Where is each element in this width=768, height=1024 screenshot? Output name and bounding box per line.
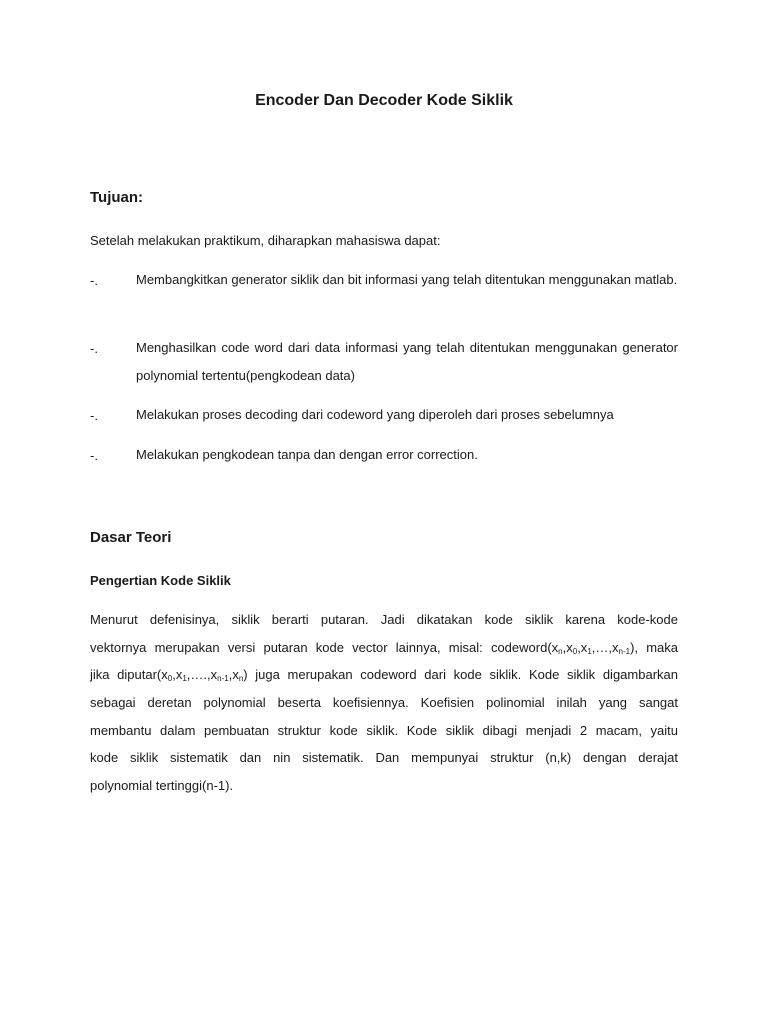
list-marker: -. <box>90 341 98 356</box>
list-item-text: Menghasilkan code word dari data informasi yang telah ditentukan menggunakan generator polynomial tertentu(pengkodean data) <box>136 340 678 383</box>
paragraph-line: jika $diputar(x_0,x_1,\dots.,x_{n-1},x_n)$ juga merupakan codeword dari kode siklik. Kode siklik digambarkan <box>90 667 678 684</box>
paragraph-line: vektornya merupakan versi putaran kode vector lainnya, misal: $codeword(x_n,x_0,x_1,\dots,x_{n-1})$, maka <box>90 639 679 656</box>
dasar-teori-heading: Dasar Teori <box>90 529 172 546</box>
paragraph-line: kode siklik sistematik dan nin sistematik. Dan mempunyai struktur (n,k) dengan derajat <box>90 750 678 766</box>
list-item-text: Melakukan pengkodean tanpa dan dengan error correction. <box>136 447 478 462</box>
list-marker: -. <box>90 448 98 463</box>
list-item-text: Melakukan proses decoding dari codeword yang diperoleh dari proses sebelumnya <box>136 407 614 422</box>
tujuan-heading: Tujuan: <box>90 189 144 206</box>
paragraph-line: membantu dalam pembuatan struktur kode siklik. Kode siklik dibagi menjadi 2 macam, yaitu <box>90 722 678 738</box>
paragraph-line: Menurut defenisinya, siklik berarti putaran. Jadi dikatakan kode siklik karena kode-kode <box>90 612 678 627</box>
paragraph-line: sebagai deretan polynomial beserta koefisiennya. Koefisien polinomial inilah yang sangat <box>90 695 678 711</box>
list-marker: -. <box>90 273 98 288</box>
pengertian-subheading: Pengertian Kode Siklik <box>90 573 231 588</box>
document-title: Encoder Dan Decoder Kode Siklik <box>255 92 513 109</box>
pengertian-paragraph <box>90 606 678 800</box>
list-marker: -. <box>90 408 98 423</box>
paragraph-line: polynomial tertinggi(n-1). <box>90 778 234 794</box>
tujuan-intro: Setelah melakukan praktikum, diharapkan mahasiswa dapat: <box>90 233 441 248</box>
list-item-text: Membangkitkan generator siklik dan bit informasi yang telah ditentukan menggunakan matlab. <box>136 272 678 287</box>
